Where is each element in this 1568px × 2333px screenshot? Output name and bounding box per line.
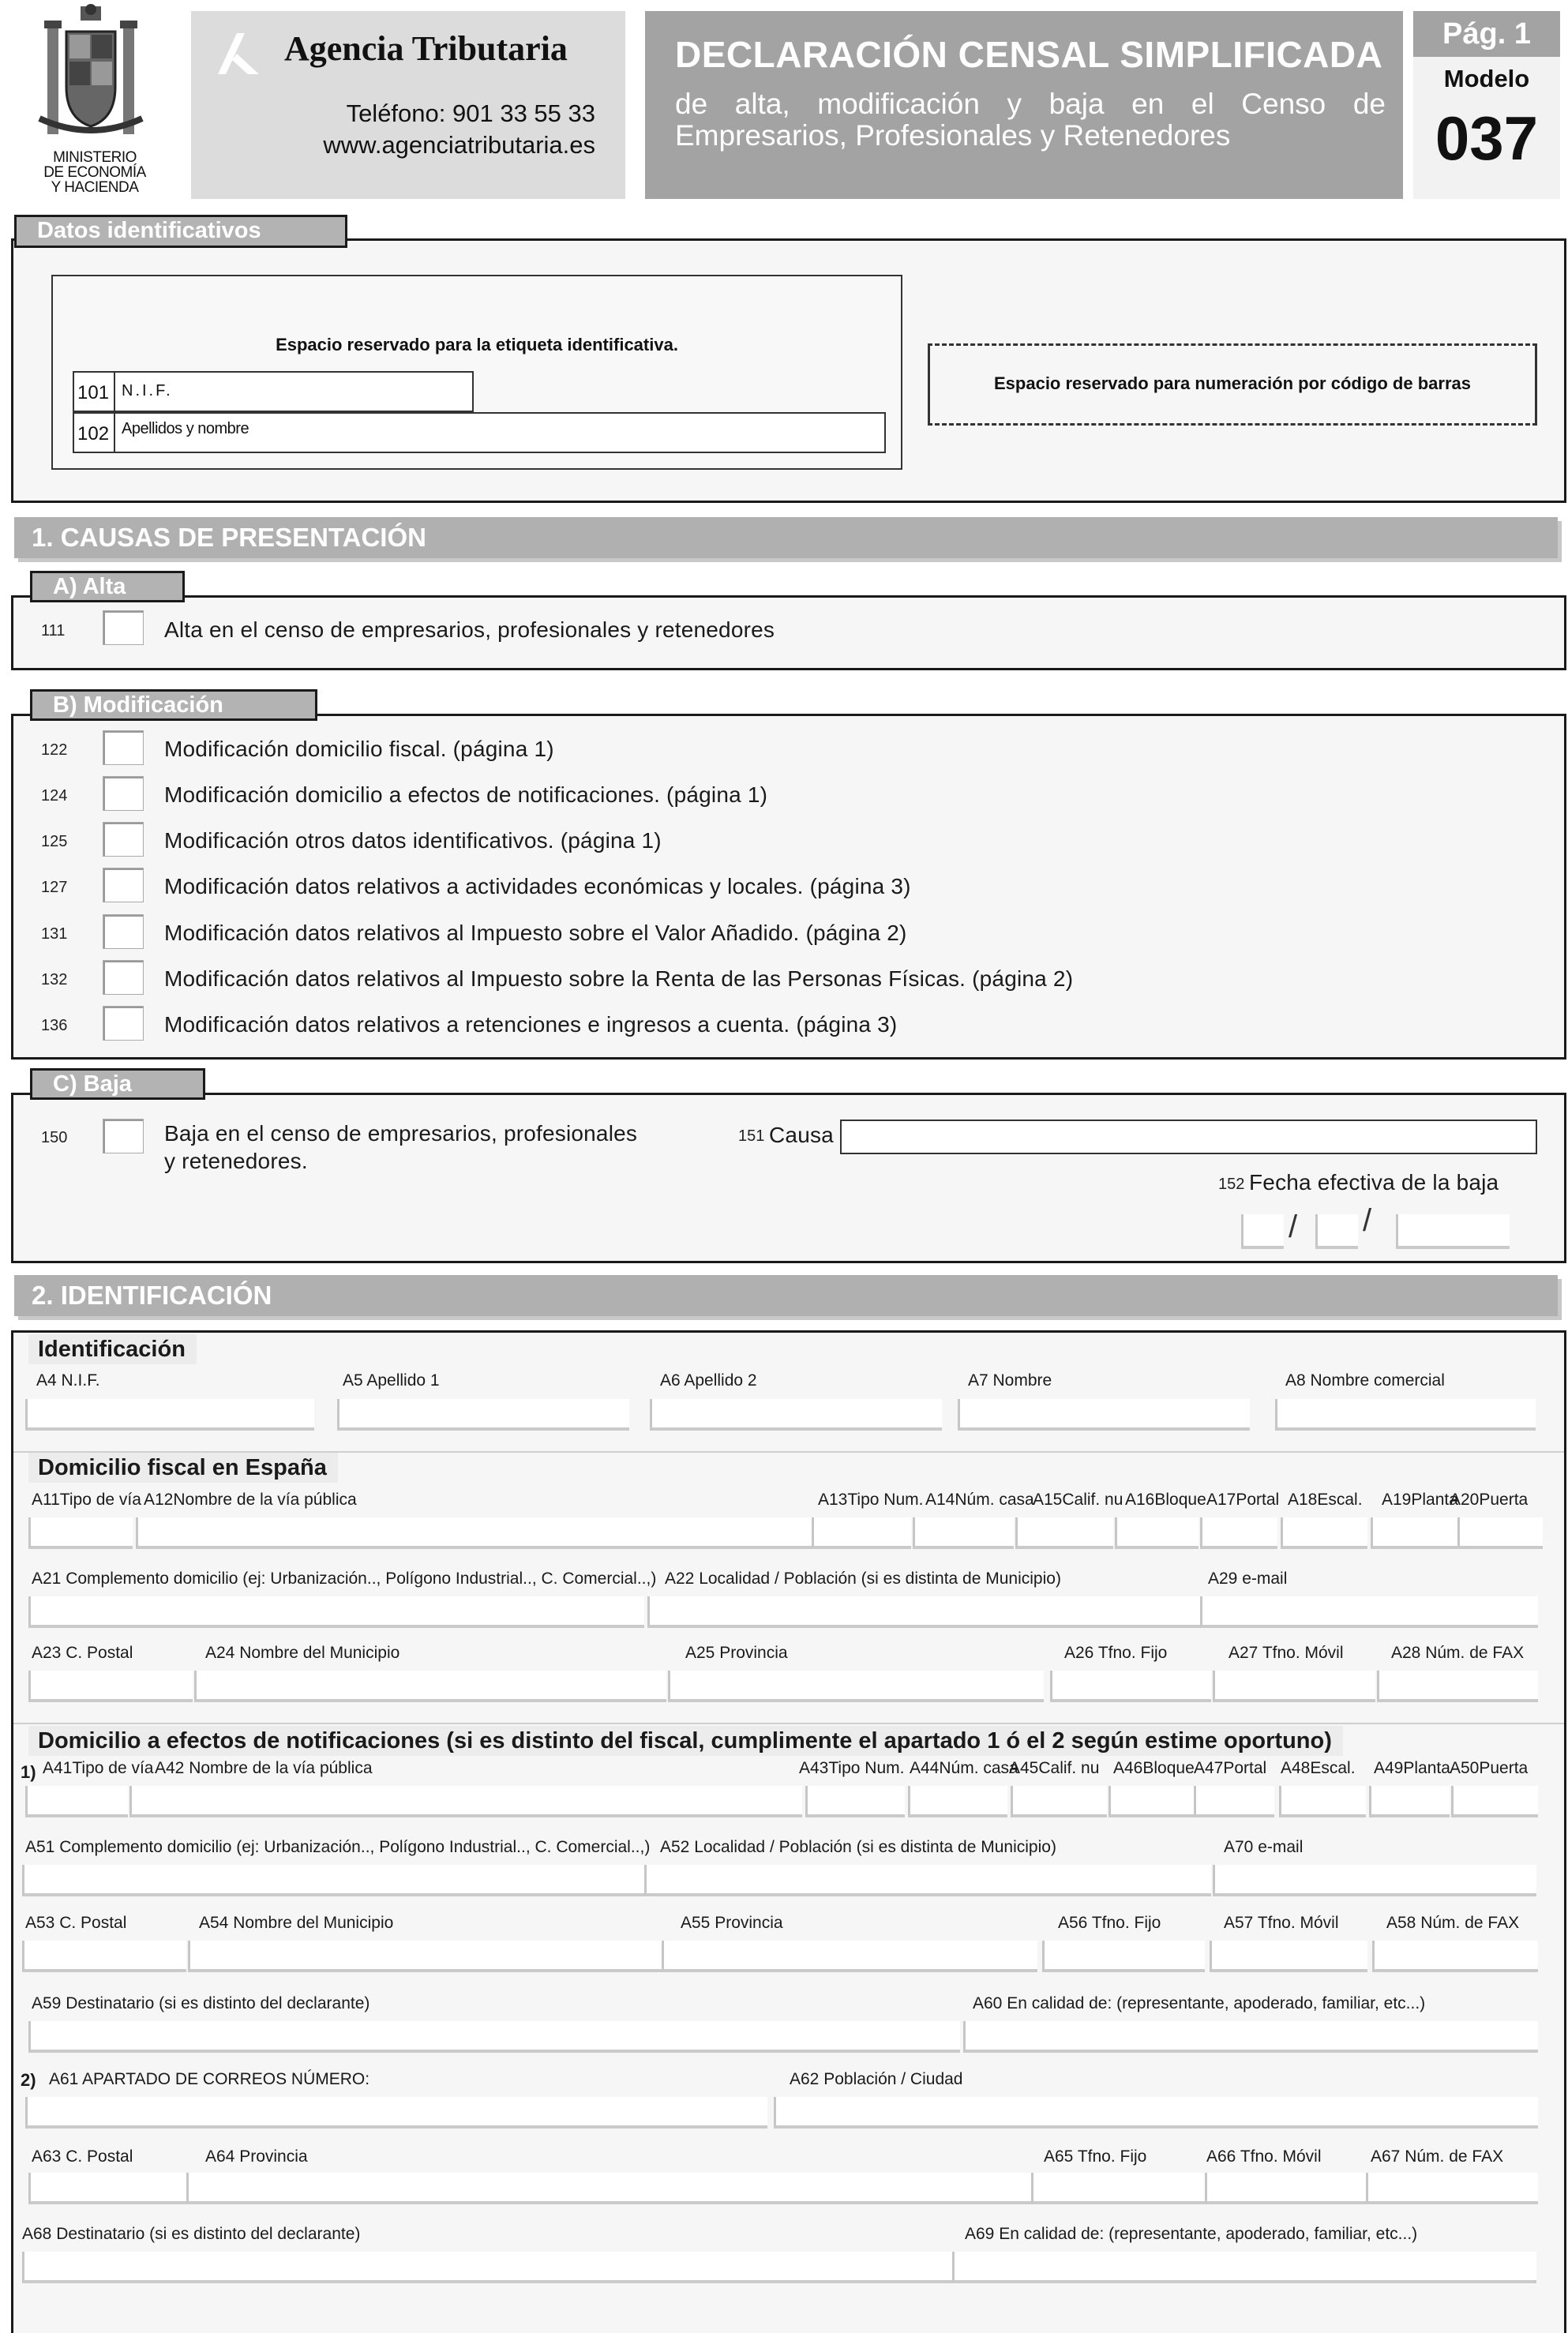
modificacion-label-136: Modificación datos relativos a retenciones e ingresos a cuenta. (página 3): [164, 1012, 898, 1037]
fiscal-r3-2-input[interactable]: [668, 1671, 1044, 1702]
agency-name: Agencia Tributaria: [284, 29, 568, 68]
baja-label-line2: y retenedores.: [164, 1149, 308, 1173]
notif-r1-4-input[interactable]: [1011, 1786, 1107, 1817]
fiscal-r1-5-input[interactable]: [1115, 1517, 1199, 1549]
notif-r5-0-label: A61 APARTADO DE CORREOS NÚMERO:: [49, 2070, 370, 2088]
divider: [13, 1723, 1564, 1724]
name-label: Apellidos y nombre: [122, 420, 249, 437]
fiscal-r1-1-label: A12Nombre de la vía pública: [144, 1491, 357, 1509]
form-title: DECLARACIÓN CENSAL SIMPLIFICADA: [675, 34, 1383, 75]
notif-r3-3-input[interactable]: [1042, 1941, 1205, 1972]
notif-r1-1-label: A42 Nombre de la vía pública: [155, 1759, 373, 1777]
coat-of-arms-logo: [32, 0, 150, 150]
fiscal-r1-1-input[interactable]: [136, 1517, 812, 1549]
datos-identificativos-tab: Datos identificativos: [14, 215, 347, 248]
notif-r4-0-input[interactable]: [28, 2021, 960, 2053]
fiscal-r3-4-input[interactable]: [1213, 1671, 1375, 1702]
agency-logo-icon: [213, 30, 264, 77]
causa-input[interactable]: [840, 1120, 1537, 1154]
fiscal-r3-0-label: A23 C. Postal: [32, 1644, 133, 1662]
page-badge: Pág. 1: [1413, 11, 1560, 57]
agency-web[interactable]: www.agenciatributaria.es: [323, 131, 595, 159]
fiscal-r1-4-label: A15Calif. nu: [1033, 1491, 1123, 1509]
checkbox-111[interactable]: [103, 610, 144, 645]
notif-r3-4-label: A57 Tfno. Móvil: [1224, 1914, 1339, 1932]
domicilio-notificaciones-subtitle: Domicilio a efectos de notificaciones (si es distinto del fiscal, cumplimente el apartado 1 ó el 2 según estime oportuno): [28, 1726, 1343, 1756]
notif-r1-2-label: A43Tipo Num.: [799, 1759, 905, 1777]
alta-label: Alta en el censo de empresarios, profesionales y retenedores: [164, 617, 775, 642]
notif-r6-0-label: A63 C. Postal: [32, 2147, 133, 2166]
modelo-label: Modelo: [1443, 65, 1530, 92]
code-127: 127: [41, 879, 68, 896]
notif-r3-2-input[interactable]: [662, 1941, 1037, 1972]
fiscal-r1-8-input[interactable]: [1371, 1517, 1457, 1549]
fiscal-r1-9-input[interactable]: [1457, 1517, 1543, 1549]
modificacion-tab: B) Modificación: [30, 689, 317, 721]
agency-phone: Teléfono: 901 33 55 33: [346, 99, 595, 127]
ident-4-label: A8 Nombre comercial: [1285, 1371, 1445, 1390]
notif-r5-1-label: A62 Población / Ciudad: [790, 2070, 963, 2088]
baja-tab: C) Baja: [30, 1068, 205, 1100]
form-subtitle: de alta, modificación y baja en el Censo de Empresarios, Profesionales y Retenedores: [675, 88, 1386, 152]
barcode-area: [928, 343, 1537, 426]
code-136: 136: [41, 1017, 68, 1034]
code-101: 101: [77, 382, 110, 403]
option-2-marker: 2): [21, 2070, 36, 2090]
checkbox-131[interactable]: [103, 914, 144, 949]
notif-r6-1-input[interactable]: [186, 2173, 1031, 2204]
code-125: 125: [41, 833, 68, 850]
notif-r6-3-label: A66 Tfno. Móvil: [1206, 2147, 1322, 2166]
notif-r1-7-input[interactable]: [1279, 1786, 1366, 1817]
notif-r4-1-label: A60 En calidad de: (representante, apoderado, familiar, etc...): [973, 1994, 1426, 2012]
notif-r1-5-input[interactable]: [1108, 1786, 1194, 1817]
barcode-text: Espacio reservado para numeración por código de barras: [994, 373, 1471, 393]
fiscal-r3-1-label: A24 Nombre del Municipio: [205, 1644, 400, 1662]
notif-r7-1-input[interactable]: [952, 2252, 1536, 2283]
notif-r2-1-label: A52 Localidad / Población (si es distinta de Municipio): [660, 1838, 1056, 1856]
fecha-dia-input[interactable]: [1241, 1214, 1284, 1249]
checkbox-132[interactable]: [103, 960, 144, 995]
notif-r3-5-label: A58 Núm. de FAX: [1386, 1914, 1520, 1932]
notif-r1-8-label: A49Planta: [1374, 1759, 1450, 1777]
fiscal-r3-5-input[interactable]: [1377, 1671, 1538, 1702]
section-2-title: 2. IDENTIFICACIÓN: [14, 1275, 1558, 1316]
notif-r7-0-input[interactable]: [22, 2252, 954, 2283]
notif-r1-0-label: A41Tipo de vía: [43, 1759, 154, 1777]
notif-r1-5-label: A46Bloque: [1113, 1759, 1195, 1777]
ident-2-input[interactable]: [650, 1399, 942, 1431]
notif-r3-5-input[interactable]: [1372, 1941, 1538, 1972]
code-152: 152: [1218, 1176, 1245, 1193]
code-132: 132: [41, 971, 68, 988]
fiscal-r2-2-label: A29 e-mail: [1208, 1570, 1288, 1588]
checkbox-127[interactable]: [103, 868, 144, 902]
fiscal-r2-0-input[interactable]: [28, 1596, 644, 1628]
fecha-anio-input[interactable]: [1396, 1214, 1510, 1249]
code-124: 124: [41, 787, 68, 805]
ident-0-label: A4 N.I.F.: [36, 1371, 100, 1390]
fiscal-r1-0-input[interactable]: [28, 1517, 133, 1549]
fiscal-r2-2-input[interactable]: [1200, 1596, 1538, 1628]
notif-r1-4-label: A45Calif. nu: [1009, 1759, 1100, 1777]
ident-4-input[interactable]: [1275, 1399, 1536, 1431]
notif-r3-2-label: A55 Provincia: [681, 1914, 783, 1932]
date-separator: /: [1289, 1210, 1298, 1244]
modificacion-label-131: Modificación datos relativos al Impuesto sobre el Valor Añadido. (página 2): [164, 921, 907, 945]
fiscal-r1-7-input[interactable]: [1281, 1517, 1367, 1549]
notif-r2-1-input[interactable]: [644, 1865, 1211, 1896]
notif-r3-1-label: A54 Nombre del Municipio: [199, 1914, 394, 1932]
notif-r3-4-input[interactable]: [1210, 1941, 1367, 1972]
agency-header-box: [191, 11, 625, 199]
notif-r6-2-input[interactable]: [1031, 2173, 1205, 2204]
notif-r1-9-input[interactable]: [1451, 1786, 1538, 1817]
fiscal-r1-3-label: A14Núm. casa: [925, 1491, 1034, 1509]
fecha-baja-label: Fecha efectiva de la baja: [1249, 1170, 1499, 1195]
ident-0-input[interactable]: [25, 1399, 314, 1431]
notif-r1-3-label: A44Núm. casa: [910, 1759, 1018, 1777]
code-122: 122: [41, 741, 68, 759]
notif-r3-3-label: A56 Tfno. Fijo: [1058, 1914, 1161, 1932]
notif-r2-0-label: A51 Complemento domicilio (ej: Urbanización.., Polígono Industrial.., C. Comercial..,): [25, 1838, 651, 1856]
notif-r1-6-input[interactable]: [1194, 1786, 1274, 1817]
fiscal-r1-6-label: A17Portal: [1206, 1491, 1280, 1509]
name-field-102[interactable]: [73, 412, 886, 453]
fiscal-r3-1-input[interactable]: [194, 1671, 666, 1702]
baja-label-line1: Baja en el censo de empresarios, profesionales: [164, 1121, 638, 1146]
fiscal-r1-2-label: A13Tipo Num.: [818, 1491, 924, 1509]
fiscal-r1-7-label: A18Escal.: [1288, 1491, 1363, 1509]
causa-label: Causa: [769, 1123, 834, 1147]
notif-r2-0-input[interactable]: [22, 1865, 644, 1896]
fiscal-r2-1-input[interactable]: [647, 1596, 1200, 1628]
notif-r4-1-input[interactable]: [963, 2021, 1538, 2053]
notif-r5-1-input[interactable]: [774, 2097, 1538, 2129]
fiscal-r1-0-label: A11Tipo de vía: [32, 1491, 141, 1509]
notif-r1-3-input[interactable]: [908, 1786, 1007, 1817]
fiscal-r3-0-input[interactable]: [28, 1671, 193, 1702]
date-separator: /: [1363, 1203, 1372, 1238]
notif-r2-2-input[interactable]: [1213, 1865, 1536, 1896]
fiscal-r1-9-label: A20Puerta: [1450, 1491, 1529, 1509]
fecha-mes-input[interactable]: [1315, 1214, 1358, 1249]
fiscal-r2-1-label: A22 Localidad / Población (si es distinta de Municipio): [665, 1570, 1061, 1588]
modelo-number: 037: [1435, 103, 1539, 173]
checkbox-150[interactable]: [103, 1119, 144, 1153]
notif-r3-0-label: A53 C. Postal: [25, 1914, 127, 1932]
fiscal-r2-0-label: A21 Complemento domicilio (ej: Urbanización.., Polígono Industrial.., C. Comercial..,): [32, 1570, 657, 1588]
checkbox-122[interactable]: [103, 730, 144, 765]
identificacion-subtitle: Identificación: [28, 1334, 197, 1364]
notif-r6-4-input[interactable]: [1366, 2173, 1538, 2204]
divider: [114, 373, 115, 411]
modificacion-label-122: Modificación domicilio fiscal. (página 1): [164, 737, 554, 761]
ident-1-input[interactable]: [337, 1399, 629, 1431]
fiscal-r3-5-label: A28 Núm. de FAX: [1391, 1644, 1525, 1662]
notif-r1-7-label: A48Escal.: [1281, 1759, 1356, 1777]
code-151: 151: [738, 1127, 765, 1145]
nif-label: N.I.F.: [122, 382, 173, 399]
fiscal-r1-3-input[interactable]: [913, 1517, 1014, 1549]
notif-r6-1-label: A64 Provincia: [205, 2147, 308, 2166]
section-1-title: 1. CAUSAS DE PRESENTACIÓN: [14, 517, 1558, 558]
label-area: [51, 275, 902, 470]
notif-r6-3-input[interactable]: [1205, 2173, 1366, 2204]
notif-r4-0-label: A59 Destinatario (si es distinto del declarante): [32, 1994, 370, 2012]
checkbox-136[interactable]: [103, 1006, 144, 1041]
notif-r1-1-input[interactable]: [129, 1786, 802, 1817]
nif-field-101[interactable]: [73, 371, 474, 412]
code-102: 102: [77, 423, 110, 444]
label-area-text: Espacio reservado para la etiqueta identificativa.: [276, 335, 678, 354]
notif-r1-2-input[interactable]: [805, 1786, 905, 1817]
notif-r1-8-input[interactable]: [1369, 1786, 1450, 1817]
code-150: 150: [41, 1129, 68, 1146]
fiscal-r1-2-input[interactable]: [812, 1517, 911, 1549]
fiscal-r3-3-input[interactable]: [1050, 1671, 1211, 1702]
modificacion-label-125: Modificación otros datos identificativos. (página 1): [164, 828, 662, 853]
ministry-label: MINISTERIO DE ECONOMÍA Y HACIENDA: [43, 149, 146, 196]
modificacion-label-124: Modificación domicilio a efectos de notificaciones. (página 1): [164, 782, 768, 807]
fiscal-r1-5-label: A16Bloque: [1125, 1491, 1206, 1509]
notif-r7-1-label: A69 En calidad de: (representante, apoderado, familiar, etc...): [965, 2225, 1418, 2243]
notif-r1-0-input[interactable]: [25, 1786, 128, 1817]
notif-r5-0-input[interactable]: [25, 2097, 767, 2129]
fiscal-r3-2-label: A25 Provincia: [685, 1644, 788, 1662]
notif-r6-4-label: A67 Núm. de FAX: [1371, 2147, 1504, 2166]
modificacion-label-127: Modificación datos relativos a actividades económicas y locales. (página 3): [164, 874, 911, 898]
notif-r2-2-label: A70 e-mail: [1224, 1838, 1304, 1856]
code-131: 131: [41, 925, 68, 943]
ident-3-label: A7 Nombre: [968, 1371, 1052, 1390]
notif-r7-0-label: A68 Destinatario (si es distinto del declarante): [22, 2225, 361, 2243]
ident-2-label: A6 Apellido 2: [660, 1371, 757, 1390]
alta-tab: A) Alta: [30, 571, 185, 602]
option-1-marker: 1): [21, 1762, 36, 1782]
ident-3-input[interactable]: [958, 1399, 1250, 1431]
modificacion-label-132: Modificación datos relativos al Impuesto sobre la Renta de las Personas Físicas. (página 2): [164, 966, 1074, 991]
divider: [114, 414, 115, 452]
domicilio-fiscal-subtitle: Domicilio fiscal en España: [28, 1453, 338, 1483]
notif-r3-0-input[interactable]: [22, 1941, 186, 1972]
notif-r6-0-input[interactable]: [28, 2173, 186, 2204]
notif-r1-6-label: A47Portal: [1194, 1759, 1267, 1777]
fiscal-r1-6-input[interactable]: [1200, 1517, 1277, 1549]
fiscal-r1-8-label: A19Planta: [1382, 1491, 1458, 1509]
fiscal-r1-4-input[interactable]: [1015, 1517, 1113, 1549]
fiscal-r3-3-label: A26 Tfno. Fijo: [1064, 1644, 1168, 1662]
fiscal-r3-4-label: A27 Tfno. Móvil: [1229, 1644, 1344, 1662]
notif-r6-2-label: A65 Tfno. Fijo: [1044, 2147, 1147, 2166]
modelo-box: [1413, 57, 1560, 199]
ident-1-label: A5 Apellido 1: [343, 1371, 440, 1390]
checkbox-124[interactable]: [103, 776, 144, 811]
notif-r3-1-input[interactable]: [188, 1941, 662, 1972]
checkbox-125[interactable]: [103, 822, 144, 857]
form-title-box: [645, 11, 1403, 199]
code-111: 111: [41, 622, 66, 640]
notif-r1-9-label: A50Puerta: [1450, 1759, 1529, 1777]
